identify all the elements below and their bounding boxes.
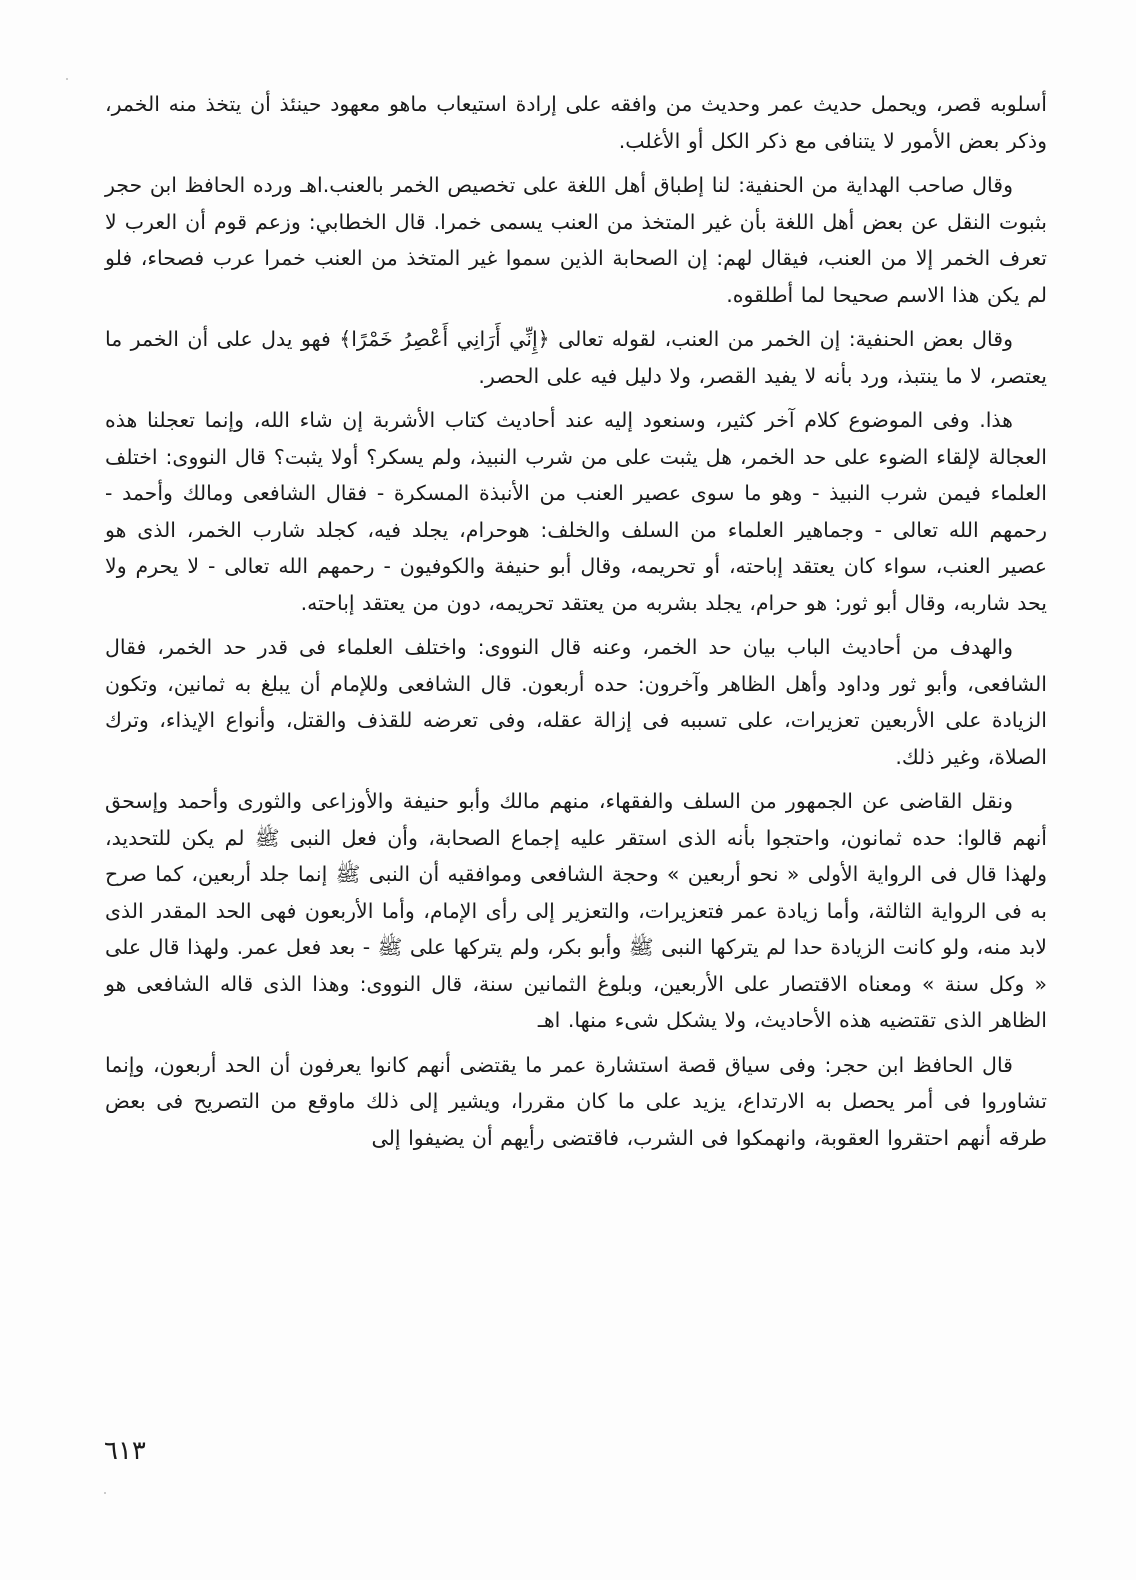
scan-speck (66, 78, 68, 80)
paragraph: قال الحافظ ابن حجر: وفى سياق قصة استشارة عمر ما يقتضى أنهم كانوا يعرفون أن الحد أربعون، وإنما تشاوروا فى أمر يحصل به الارتداع، يزيد على ما كان مقررا، ويشير إلى ذلك ماوقع من التصريح فى بعض طرقه أنهم احتقروا العقوبة، وانهمكوا فى الشرب، فاقتضى رأيهم أن يضيفوا إلى (105, 1052, 1047, 1150)
paragraph: ونقل القاضى عن الجمهور من السلف والفقهاء، منهم مالك وأبو حنيفة والأوزاعى والثورى وأحمد وإسحق أنهم قالوا: حده ثمانون، واحتجوا بأنه الذى استقر عليه إجماع الصحابة، وأن فعل النبى ﷺ لم يكن للتحديد، ولهذا قال فى الرواية الأولى « نحو أربعين » وحجة الشافعى وموافقيه أن النبى ﷺ إنما جلد أربعين، كما صرح به فى الرواية الثالثة، وأما زيادة عمر فتعزيرات، والتعزير إلى رأى الإمام، وأما الأربعون فهى الحد المقدر الذى لابد منه، ولو كانت الزيادة حدا لم يتركها النبى ﷺ وأبو بكر، ولم يتركها على ﷺ - بعد فعل عمر. ولهذا قال على « وكل سنة » ومعناه الاقتصار على الأربعين، وبلوغ الثمانين سنة، قال النووى: وهذا الذى قاله الشافعى هو الظاهر الذى تقتضيه هذه الأحاديث، ولا يشكل شىء منها. اهـ (105, 789, 1047, 1032)
paragraph: أسلوبه قصر، ويحمل حديث عمر وحديث من وافقه على إرادة استيعاب ماهو معهود حينئذ أن يتخذ منه الخمر، وذكر بعض الأمور لا يتنافى مع ذكر الكل أو الأغلب. (105, 92, 1047, 153)
paragraph: هذا. وفى الموضوع كلام آخر كثير، وسنعود إليه عند أحاديث كتاب الأشربة إن شاء الله، وإنما تعجلنا هذه العجالة لإلقاء الضوء على حد الخمر، هل يثبت على من شرب النبيذ، ولم يسكر؟ أولا يثبت؟ قال النووى: اختلف العلماء فيمن شرب النبيذ - وهو ما سوى عصير العنب من الأنبذة المسكرة - فقال الشافعى ومالك وأحمد - رحمهم الله تعالى - وجماهير العلماء من السلف والخلف: هوحرام، يجلد فيه، كجلد شارب الخمر، الذى هو عصير العنب، سواء كان يعتقد إباحته، أو تحريمه، وقال أبو حنيفة والكوفيون - رحمهم الله تعالى - لا يحرم ولا يحد شاربه، وقال أبو ثور: هو حرام، يجلد بشربه من يعتقد تحريمه، دون من يعتقد إباحته. (105, 408, 1047, 615)
scan-speck (104, 1492, 106, 1494)
paragraph: وقال بعض الحنفية: إن الخمر من العنب، لقوله تعالى ﴿إِنِّي أَرَانِي أَعْصِرُ خَمْرًا﴾ فهو يدل على أن الخمر ما يعتصر، لا ما ينتبذ، ورد بأنه لا يفيد القصر، ولا دليل فيه على الحصر. (105, 327, 1047, 388)
paragraph: والهدف من أحاديث الباب بيان حد الخمر، وعنه قال النووى: واختلف العلماء فى قدر حد الخمر، فقال الشافعى، وأبو ثور وداود وأهل الظاهر وآخرون: حده أربعون. قال الشافعى وللإمام أن يبلغ به ثمانين، وتكون الزيادة على الأربعين تعزيرات، على تسببه فى إزالة عقله، وفى تعرضه للقذف والقتل، وأنواع الإيذاء، وترك الصلاة، وغير ذلك. (105, 635, 1047, 769)
paragraph: وقال صاحب الهداية من الحنفية: لنا إطباق أهل اللغة على تخصيص الخمر بالعنب.اهـ ورده الحافظ ابن حجر بثبوت النقل عن بعض أهل اللغة بأن غير المتخذ من العنب يسمى خمرا. قال الخطابي: وزعم قوم أن العرب لا تعرف الخمر إلا من العنب، فيقال لهم: إن الصحابة الذين سموا غير المتخذ من العنب خمرا عرب فصحاء، فلو لم يكن هذا الاسم صحيحا لما أطلقوه. (105, 173, 1047, 307)
body-text (105, 86, 1047, 1164)
page-number: ٦١٣ (104, 1436, 146, 1466)
